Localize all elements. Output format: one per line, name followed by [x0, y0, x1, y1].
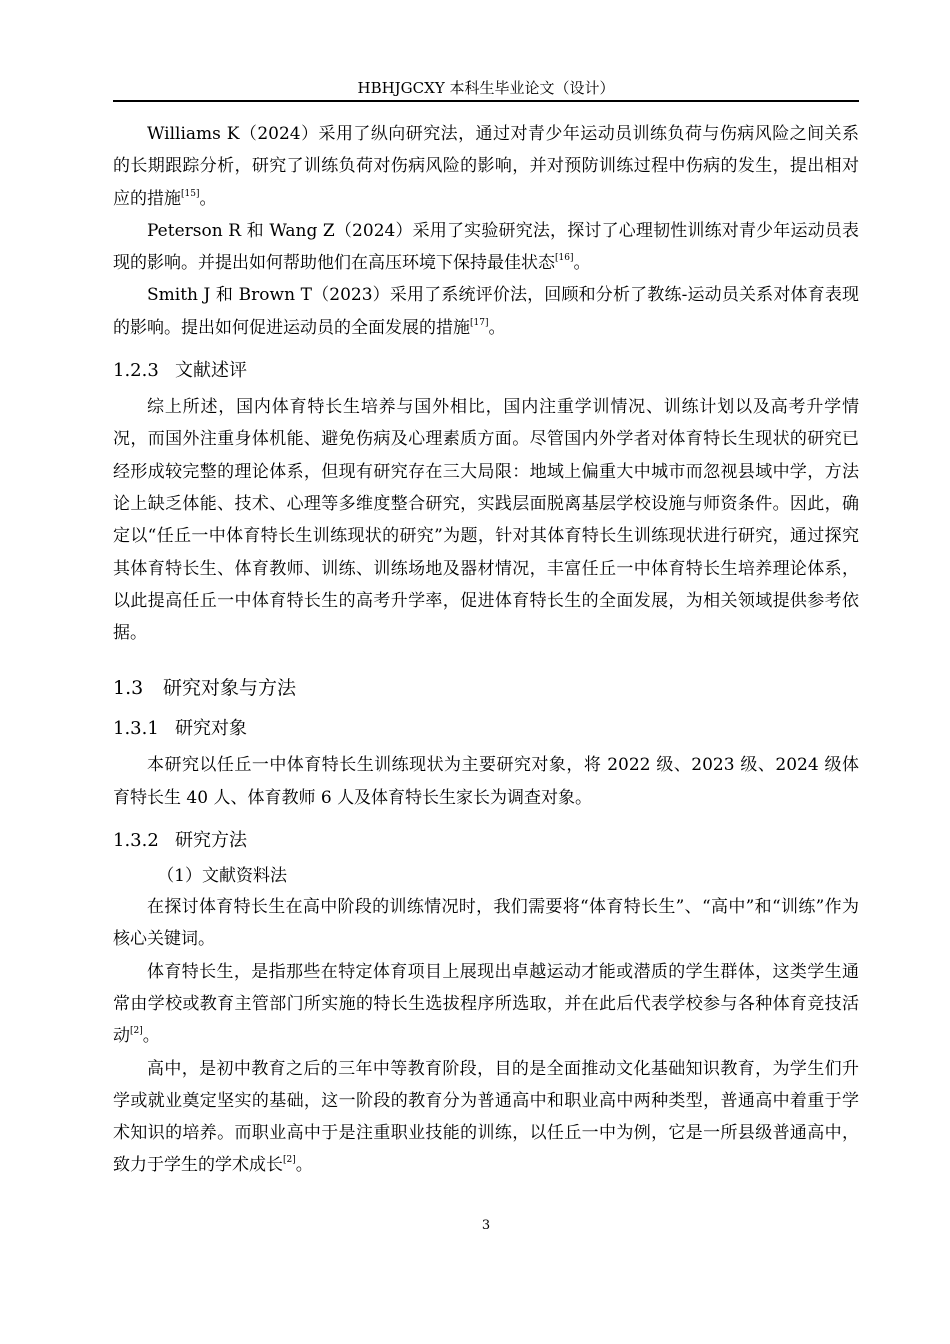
heading-title: 研究对象 — [175, 718, 247, 740]
paragraph-literature-review: 综上所述，国内体育特长生培养与国外相比，国内注重学训情况、训练计划以及高考升学情况，而国外注重身体机能、避免伤病及心理素质方面。尽管国内外学者对体育特长生现状的研究已经形成较完整的理论体系，但现有研究存在三大局限：地域上偏重大中城市而忽视县域中学，方法论上缺乏体能、技术、心理等多维度整合研究，实践层面脱离基层学校设施与师资条件。因此，确定以“任丘一中体育特长生训练现状的研究”为题，针对其体育特长生训练现状进行研究，通过探究其体育特长生、体育教师、训练、训练场地及器材情况，丰富任丘一中体育特长生培养理论体系，以此提高任丘一中体育特长生的高考升学率，促进体育特长生的全面发展，为相关领域提供参考依据。 — [113, 397, 859, 644]
citation-ref: [16] — [555, 253, 574, 264]
heading-title: 研究对象与方法 — [163, 677, 297, 700]
paragraph-research-object: 本研究以任丘一中体育特长生训练现状为主要研究对象，将 2022 级、2023 级、2024 级体育特长生 40 人、体育教师 6 人及体育特长生家长为调查对象。 — [113, 755, 859, 808]
heading-number: 1.3.2 — [113, 830, 159, 852]
paragraph-text: Williams K（2024）采用了纵向研究法，通过对青少年运动员训练负荷与伤病风险之间关系的长期跟踪分析，研究了训练负荷对伤病风险的影响，并对预防训练过程中伤病的发生，提出相对应的措施 — [113, 124, 859, 209]
paragraph-keywords: 在探讨体育特长生在高中阶段的训练情况时，我们需要将“体育特长生”、“高中”和“训练”作为核心关键词。 — [113, 897, 859, 950]
paragraph-end: 。 — [199, 188, 217, 209]
paragraph-smith — [113, 279, 859, 344]
paragraph-peterson — [113, 215, 859, 280]
heading-1-3 — [113, 673, 859, 703]
citation-ref: [2] — [283, 1155, 296, 1166]
page-body — [113, 118, 859, 1182]
header-rule — [113, 100, 859, 102]
citation-ref: [17] — [470, 317, 489, 328]
running-header: HBHJGCXY 本科生毕业论文（设计） — [357, 79, 615, 97]
paragraph-end: 。 — [142, 1026, 160, 1047]
heading-1-3-1 — [113, 715, 859, 743]
heading-title: 文献述评 — [175, 360, 247, 382]
paragraph-text: 体育特长生，是指那些在特定体育项目上展现出卓越运动才能或潜质的学生群体，这类学生通常由学校或教育主管部门所实施的特长生选拔程序所选取，并在此后代表学校参与各种体育竞技活动 — [113, 961, 859, 1047]
list-item-literature-method: （1）文献资料法 — [157, 866, 288, 887]
paragraph-end: 。 — [488, 317, 506, 338]
page-number: 3 — [481, 1218, 491, 1233]
paragraph-text: Smith J 和 Brown T（2023）采用了系统评价法，回顾和分析了教练-运动员关系对体育表现的影响。提出如何促进运动员的全面发展的措施 — [113, 285, 859, 338]
heading-1-2-3 — [113, 357, 859, 385]
paragraph-definition-athlete — [113, 956, 859, 1053]
heading-1-3-2 — [113, 827, 859, 855]
heading-number: 1.3.1 — [113, 718, 159, 740]
citation-ref: [2] — [130, 1026, 143, 1037]
paragraph-end: 。 — [295, 1155, 313, 1176]
heading-title: 研究方法 — [175, 830, 247, 852]
heading-number: 1.2.3 — [113, 360, 159, 382]
citation-ref: [15] — [181, 188, 200, 199]
paragraph-text: Peterson R 和 Wang Z（2024）采用了实验研究法，探讨了心理韧性训练对青少年运动员表现的影响。并提出如何帮助他们在高压环境下保持最佳状态 — [113, 220, 859, 274]
paragraph-definition-highschool — [113, 1053, 859, 1182]
paragraph-text: 高中，是初中教育之后的三年中等教育阶段，目的是全面推动文化基础知识教育，为学生们升学或就业奠定坚实的基础，这一阶段的教育分为普通高中和职业高中两种类型，普通高中着重于学术知识的培养。而职业高中于是注重职业技能的训练，以任丘一中为例，它是一所县级普通高中，致力于学生的学术成长 — [113, 1058, 859, 1176]
paragraph-end: 。 — [573, 253, 591, 274]
paragraph-williams — [113, 118, 859, 215]
heading-number: 1.3 — [113, 677, 144, 700]
